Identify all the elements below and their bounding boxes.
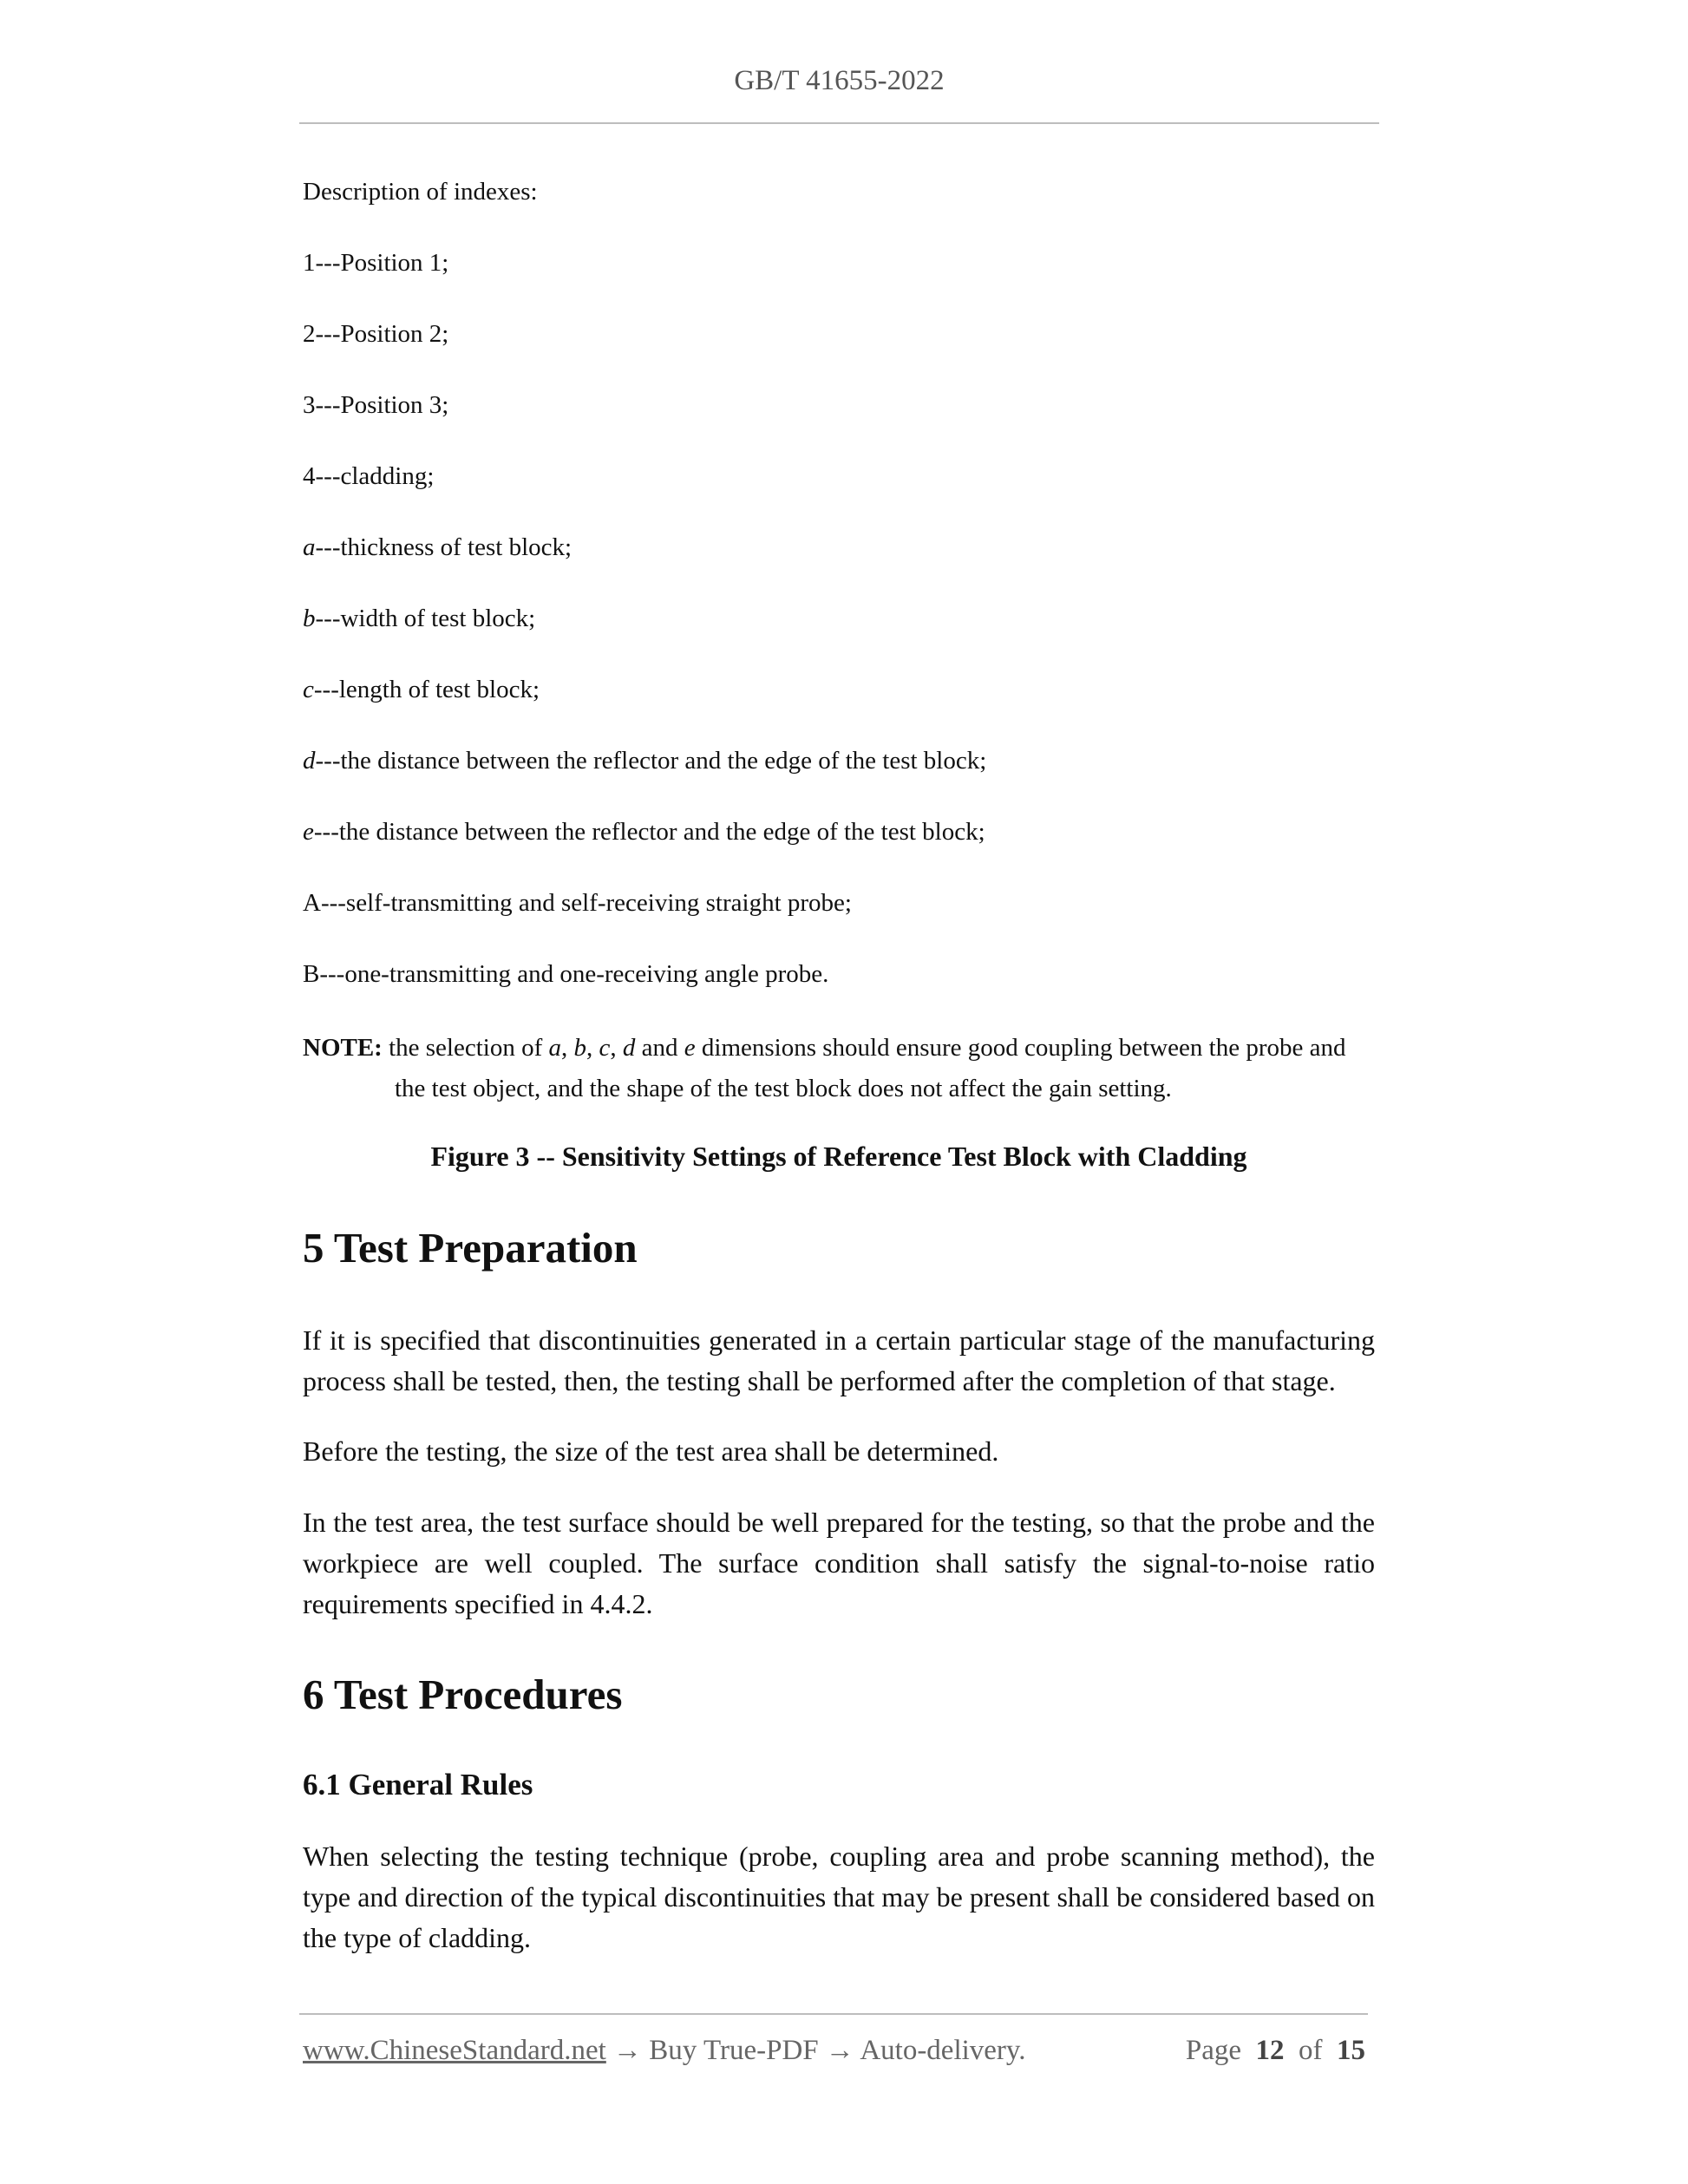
footer-divider [299, 2013, 1368, 2015]
index-item: e---the distance between the reflector and the edge of the test block; [303, 818, 985, 846]
index-item: 2---Position 2; [303, 320, 449, 348]
index-item: B---one-transmitting and one-receiving angle probe. [303, 960, 829, 988]
figure-note: NOTE: the selection of a, b, c, d and e dimensions should ensure good coupling between the probe and the test object, and the shape of the test block does not affect the gain setting. [303, 1028, 1375, 1109]
index-title: Description of indexes: [303, 178, 538, 206]
index-item: 1---Position 1; [303, 249, 449, 277]
note-label: NOTE: [303, 1034, 383, 1062]
section-heading: 6 Test Procedures [303, 1671, 623, 1718]
index-item: 4---cladding; [303, 462, 435, 490]
figure-caption: Figure 3 -- Sensitivity Settings of Reference Test Block with Cladding [430, 1141, 1247, 1172]
index-item: A---self-transmitting and self-receiving straight probe; [303, 889, 852, 917]
section-heading: 5 Test Preparation [303, 1224, 638, 1272]
website-link[interactable]: www.ChineseStandard.net [303, 2035, 606, 2066]
index-item: d---the distance between the reflector and the edge of the test block; [303, 747, 987, 775]
paragraph: If it is specified that discontinuities generated in a certain particular stage of the manufacturing process shall be tested, then, the testing shall be performed after the completion of that stage. [303, 1324, 1375, 1396]
arrow-right-icon: → [605, 2035, 650, 2066]
index-item: b---width of test block; [303, 605, 536, 632]
header-divider [299, 122, 1379, 124]
paragraph: In the test area, the test surface should be well prepared for the testing, so that the probe and the workpiece are well coupled. The surface condition shall satisfy the signal-to-noise ratio requirements specified in 4.4.2. [303, 1507, 1375, 1619]
note-continuation: the test object, and the shape of the test block does not affect the gain setting. [395, 1075, 1172, 1102]
index-item: c---length of test block; [303, 676, 540, 703]
subsection-heading: 6.1 General Rules [303, 1768, 533, 1801]
document-header [299, 65, 1379, 97]
index-item: 3---Position 3; [303, 391, 449, 419]
index-item: a---thickness of test block; [303, 533, 572, 561]
page-number: Page 12 of 15 [1185, 2035, 1365, 2066]
paragraph: Before the testing, the size of the test area shall be determined. [303, 1435, 999, 1467]
arrow-right-icon: → [818, 2035, 860, 2066]
paragraph: When selecting the testing technique (probe, coupling area and probe scanning method), the type and direction of the typical discontinuities that may be present shall be considered based on the type of cladding. [303, 1841, 1375, 1953]
document-id: GB/T 41655-2022 [734, 65, 945, 96]
footer-promo: www.ChineseStandard.net → Buy True-PDF → Auto-delivery. [303, 2035, 1026, 2066]
